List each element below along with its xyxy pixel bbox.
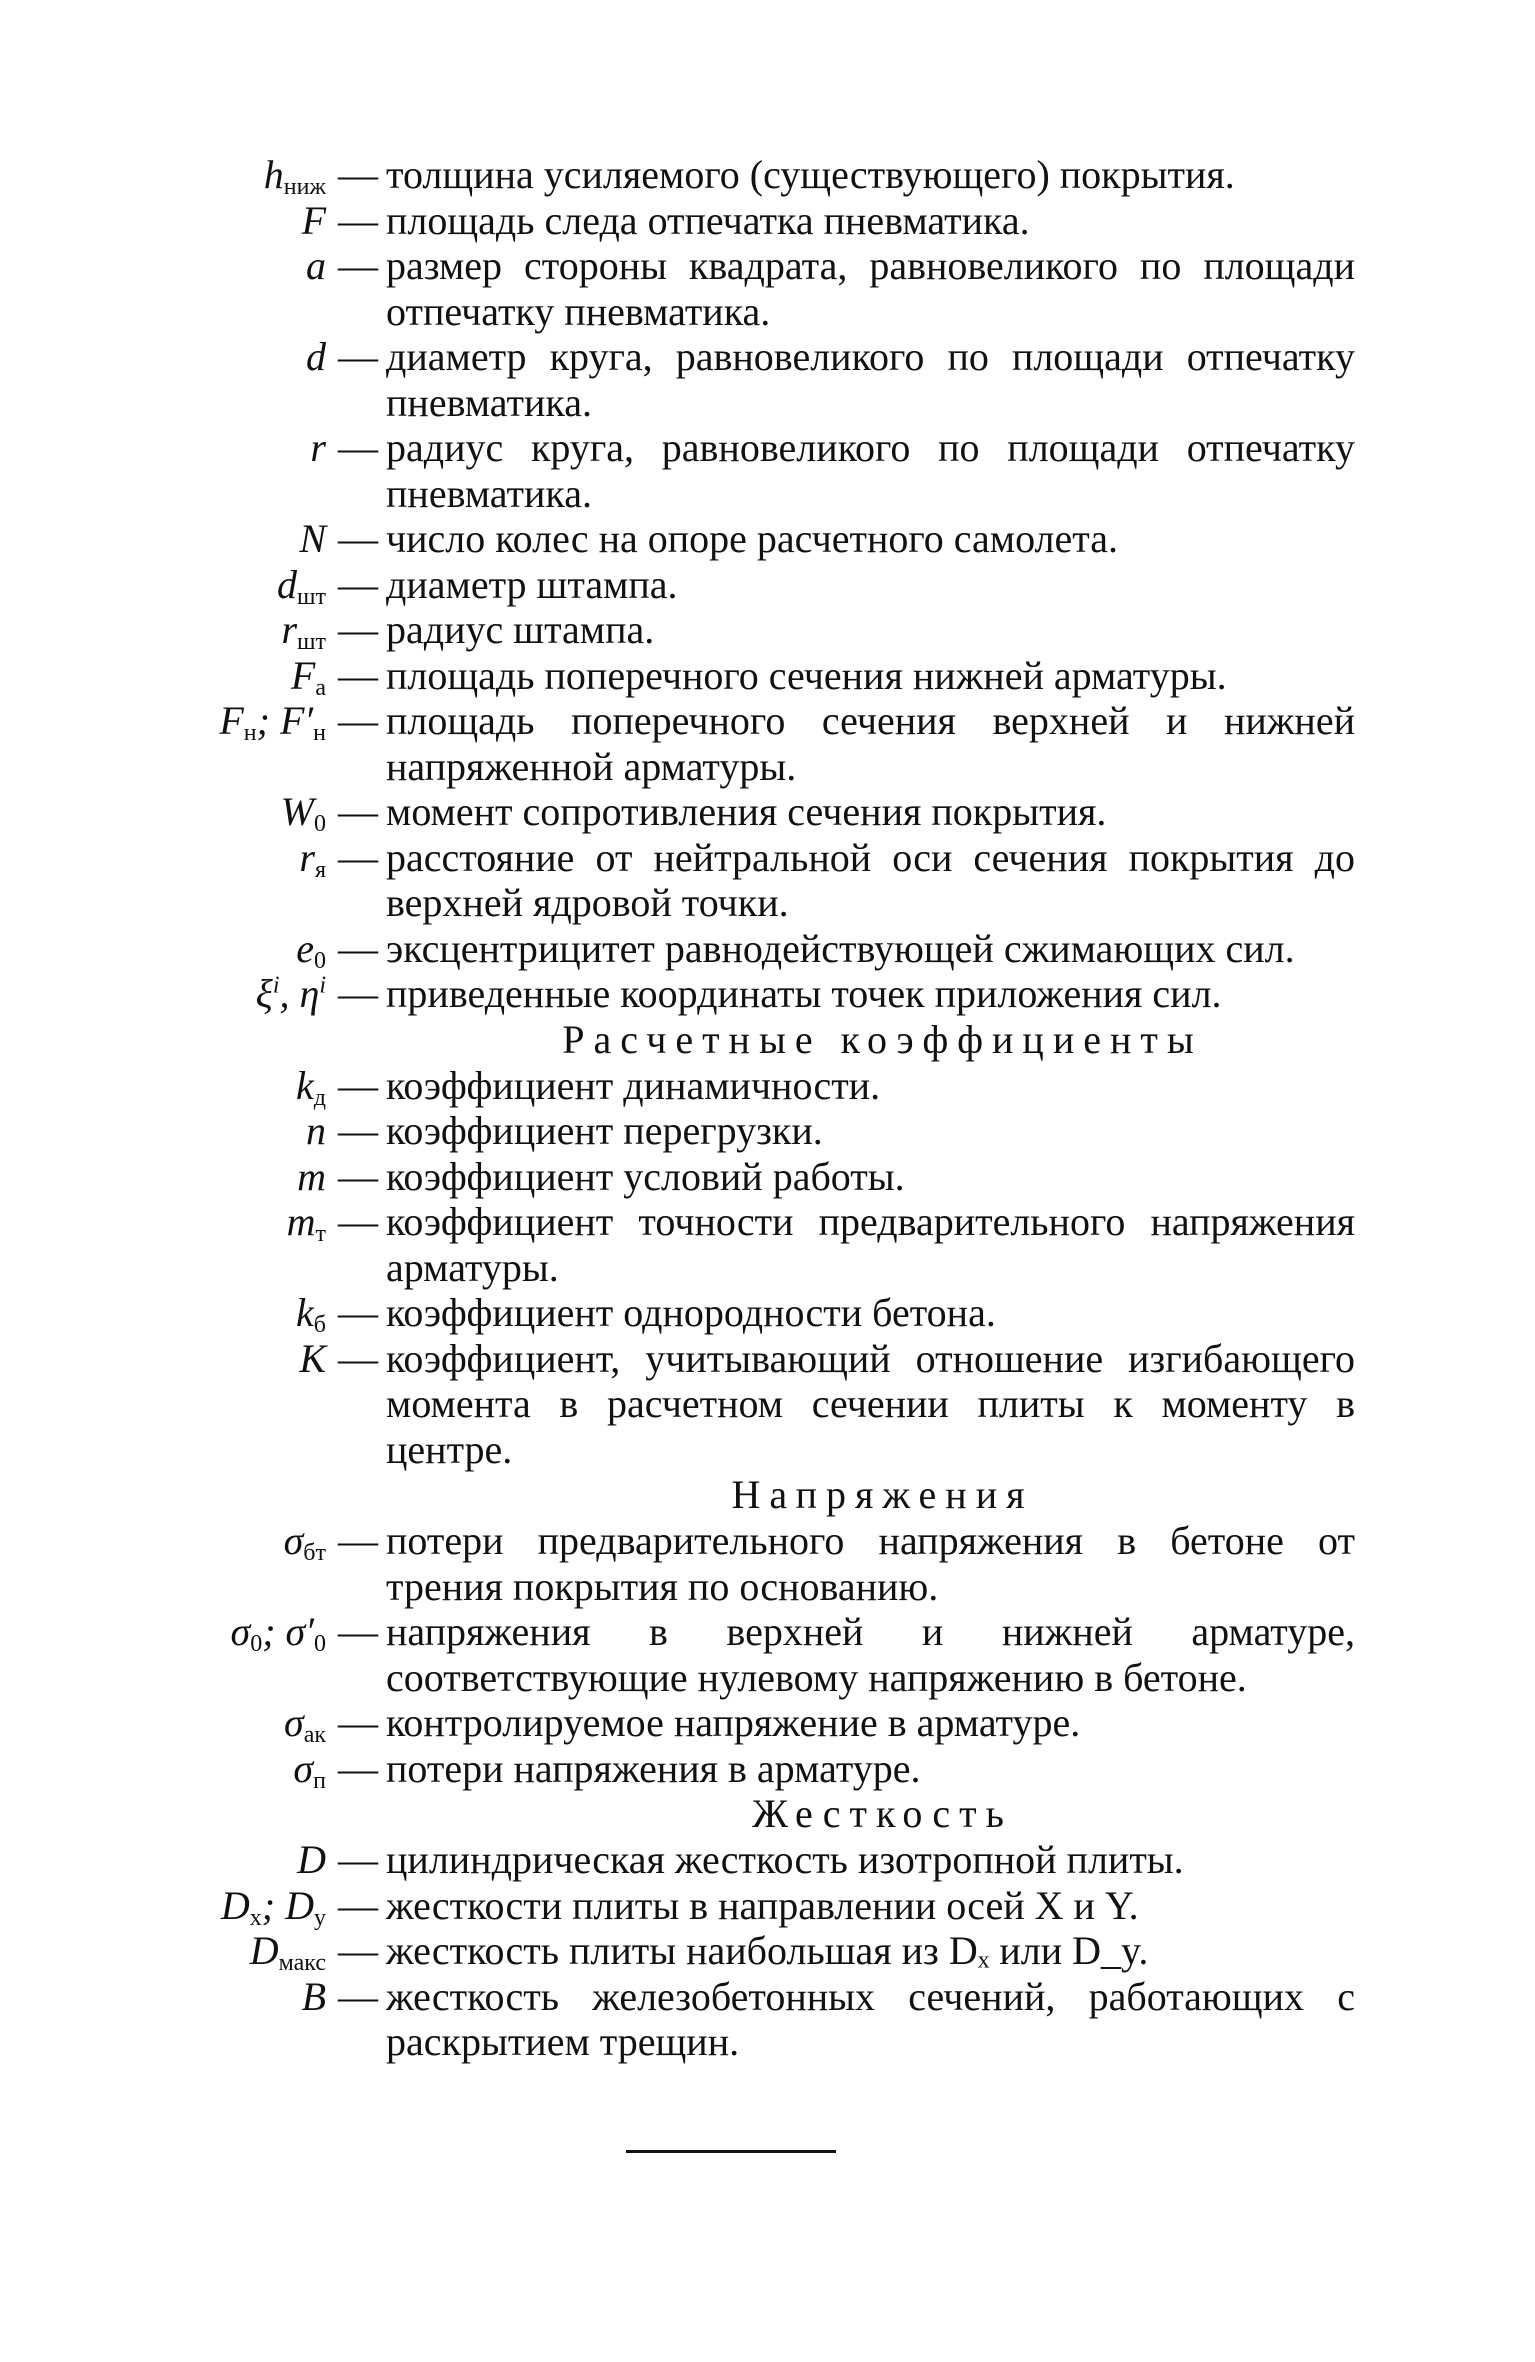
glossary-entry (140, 1883, 1355, 1929)
em-dash: — (338, 561, 378, 607)
symbol (140, 971, 330, 1017)
symbol-subscript: шт (297, 629, 326, 655)
symbol (140, 926, 330, 972)
em-dash: — (338, 834, 378, 880)
symbol-main: F (290, 652, 316, 698)
symbol (140, 1837, 330, 1883)
symbol-subscript: 0 (250, 1631, 263, 1657)
glossary-entry (140, 198, 1355, 244)
glossary-entry (140, 152, 1355, 198)
em-dash: — (338, 1882, 378, 1928)
symbol (140, 1336, 330, 1382)
glossary-entry (140, 1746, 1355, 1792)
symbol-subscript: н (243, 720, 257, 746)
glossary-entry (140, 653, 1355, 699)
em-dash: — (338, 1700, 378, 1745)
symbol (140, 1518, 330, 1564)
em-dash: — (338, 1153, 378, 1199)
symbol-main: K (299, 1335, 326, 1381)
definition: коэффициент условий работы. (386, 1153, 905, 1199)
em-dash: — (338, 971, 378, 1016)
symbol (140, 516, 330, 562)
em-dash: — (338, 197, 378, 243)
em-dash: — (338, 1973, 378, 2019)
em-dash: — (338, 425, 378, 470)
definition: момент сопротивления сечения покрытия. (386, 789, 1107, 834)
symbol-subscript: п (313, 1767, 326, 1794)
symbol-main: , η (279, 971, 320, 1016)
symbol-subscript: т (315, 1221, 326, 1247)
symbol (140, 1883, 330, 1929)
definition: жесткость плиты наибольшая из Dₓ или D_y. (386, 1928, 1149, 1973)
symbol-subscript: шт (297, 583, 326, 610)
symbol (140, 653, 330, 699)
definition: радиус штампа. (386, 607, 655, 652)
glossary-entry (140, 1928, 1355, 1974)
symbol (140, 1928, 330, 1974)
em-dash: — (338, 1745, 378, 1791)
glossary-entry (140, 835, 1355, 926)
em-dash: — (338, 1609, 378, 1654)
em-dash: — (338, 1518, 378, 1563)
symbol-main: σ (283, 1518, 304, 1563)
symbol (140, 1199, 330, 1245)
symbol-main: ξ (255, 971, 273, 1016)
em-dash: — (338, 334, 378, 379)
symbol-main: r (299, 834, 315, 880)
definition: площадь поперечного сечения верхней и нижней напряженной арматуры. (386, 698, 1355, 789)
symbol-main: ; D (261, 1882, 314, 1928)
glossary-entry (140, 1518, 1355, 1609)
glossary-entry (140, 1974, 1355, 2065)
definition: коэффициент однородности бетона. (386, 1290, 996, 1335)
em-dash: — (338, 516, 378, 561)
glossary-entry (140, 562, 1355, 608)
em-dash: — (338, 607, 378, 652)
definition: толщина усиляемого (существующего) покрытия. (386, 152, 1235, 197)
symbol (140, 334, 330, 380)
definition: диаметр штампа. (386, 561, 678, 607)
symbol-subscript: б (313, 1312, 326, 1338)
em-dash: — (338, 1062, 378, 1108)
symbol-subscript: x (249, 1904, 262, 1931)
definition: площадь следа отпечатка пневматика. (386, 197, 1030, 243)
glossary-entry (140, 425, 1355, 516)
symbol (140, 243, 330, 289)
glossary-entry (140, 926, 1355, 972)
definition: приведенные координаты точек приложения сил. (386, 971, 1222, 1016)
symbol-subscript: 0 (314, 1631, 326, 1657)
definition: размер стороны квадрата, равновеликого по площади отпечатку пневматика. (386, 243, 1355, 334)
symbol (140, 1974, 330, 2020)
symbol-main: σ (283, 1700, 304, 1745)
symbol-subscript: 0 (314, 811, 326, 837)
glossary-entry (140, 1609, 1355, 1700)
symbol (140, 1700, 330, 1746)
symbol (140, 698, 330, 744)
em-dash: — (338, 1108, 378, 1153)
glossary-entry (140, 698, 1355, 789)
symbol-subscript: д (313, 1084, 326, 1111)
symbol (140, 1290, 330, 1336)
symbol-subscript: бт (303, 1540, 326, 1566)
definition: жесткость железобетонных сечений, работающих с раскрытием трещин. (386, 1973, 1355, 2064)
em-dash: — (338, 1837, 378, 1882)
glossary-entry (140, 1108, 1355, 1154)
glossary-entry (140, 1063, 1355, 1109)
symbol-main: D (220, 1882, 250, 1928)
symbol-main: N (299, 516, 326, 561)
glossary-entry (140, 1290, 1355, 1336)
symbol (140, 1108, 330, 1154)
symbol-superscript: i (319, 972, 326, 999)
definition: расстояние от нейтральной оси сечения покрытия до верхней ядровой точки. (386, 834, 1355, 925)
em-dash: — (338, 152, 378, 197)
glossary-entry (140, 607, 1355, 653)
symbol-main: h (263, 152, 284, 197)
em-dash: — (338, 652, 378, 698)
symbol-main: σ (230, 1609, 251, 1654)
definition: потери предварительного напряжения в бетоне от трения покрытия по основанию. (386, 1518, 1355, 1609)
definition: число колес на опоре расчетного самолета. (386, 516, 1118, 561)
symbol (140, 835, 330, 881)
symbol (140, 198, 330, 244)
symbol-subscript: а (315, 674, 326, 701)
symbol-main: ; F′ (256, 698, 314, 743)
end-rule (626, 2150, 836, 2153)
symbol-subscript: я (314, 856, 326, 883)
definition: жесткости плиты в направлении осей X и Y. (386, 1882, 1139, 1928)
symbol-main: a (306, 243, 326, 288)
symbol (140, 152, 330, 198)
definition: цилиндрическая жесткость изотропной плиты. (386, 1837, 1184, 1882)
symbol-main: F (301, 197, 326, 243)
symbol (140, 607, 330, 653)
symbol-main: B (301, 1973, 326, 2019)
definition: коэффициент точности предварительного напряжения арматуры. (386, 1199, 1355, 1290)
symbol (140, 1746, 330, 1792)
glossary-entry (140, 1336, 1355, 1473)
symbol-main: d (306, 334, 326, 379)
symbol-main: r (281, 607, 298, 652)
symbol-subscript: макс (278, 1950, 326, 1976)
symbol-main: σ (293, 1745, 314, 1791)
symbol (140, 425, 330, 471)
symbol-superscript: i (272, 972, 280, 999)
em-dash: — (338, 1199, 378, 1244)
symbol-main: ; σ′ (262, 1609, 314, 1654)
symbol (140, 1609, 330, 1655)
em-dash: — (338, 1928, 378, 1973)
glossary-entry (140, 1154, 1355, 1200)
symbol-main: m (297, 1153, 326, 1199)
em-dash: — (338, 1335, 378, 1381)
glossary-entry (140, 1700, 1355, 1746)
symbol-subscript: ак (303, 1722, 326, 1748)
definition: коэффициент, учитывающий отношение изгибающего момента в расчетном сечении плиты к моменту в центре. (386, 1335, 1355, 1472)
em-dash: — (338, 789, 378, 834)
definition: напряжения в верхней и нижней арматуре, соответствующие нулевому напряжению в бетоне. (386, 1609, 1355, 1700)
symbol (140, 1063, 330, 1109)
glossary-entry (140, 789, 1355, 835)
symbol-main: d (277, 561, 298, 607)
symbol-subscript: н (313, 720, 326, 746)
symbol-main: n (306, 1108, 326, 1153)
glossary (140, 152, 1355, 2065)
symbol-main: D (297, 1837, 326, 1882)
symbol (140, 789, 330, 835)
glossary-entry (140, 243, 1355, 334)
glossary-entry (140, 516, 1355, 562)
symbol-main: k (296, 1290, 314, 1335)
symbol-subscript: y (314, 1904, 326, 1931)
symbol-main: m (286, 1199, 316, 1244)
definition: эксцентрицитет равнодействующей сжимающих сил. (386, 925, 1295, 971)
symbol-main: k (296, 1062, 314, 1108)
symbol-main: W (280, 789, 314, 834)
symbol-main: D (249, 1928, 279, 1973)
section-heading: Жесткость (752, 1791, 1013, 1836)
definition: коэффициент перегрузки. (386, 1108, 823, 1153)
glossary-entry (140, 334, 1355, 425)
glossary-entry (140, 971, 1355, 1017)
section-heading: Напряжения (731, 1472, 1034, 1517)
definition: коэффициент динамичности. (386, 1062, 881, 1108)
symbol-main: r (310, 425, 326, 470)
definition: потери напряжения в арматуре. (386, 1745, 921, 1791)
symbol-main: e (296, 925, 314, 971)
definition: контролируемое напряжение в арматуре. (386, 1700, 1081, 1745)
glossary-entry (140, 1199, 1355, 1290)
definition: диаметр круга, равновеликого по площади отпечатку пневматика. (386, 334, 1355, 425)
section-heading: Расчетные коэффициенты (562, 1016, 1203, 1062)
symbol (140, 562, 330, 608)
em-dash: — (338, 1290, 378, 1335)
definition: радиус круга, равновеликого по площади отпечатку пневматика. (386, 425, 1355, 516)
em-dash: — (338, 925, 378, 971)
em-dash: — (338, 698, 378, 743)
symbol-main: F (219, 698, 244, 743)
definition: площадь поперечного сечения нижней арматуры. (386, 652, 1227, 698)
symbol-subscript: ниж (283, 174, 326, 200)
em-dash: — (338, 243, 378, 288)
symbol (140, 1154, 330, 1200)
symbol-subscript: 0 (314, 947, 326, 974)
glossary-entry (140, 1837, 1355, 1883)
